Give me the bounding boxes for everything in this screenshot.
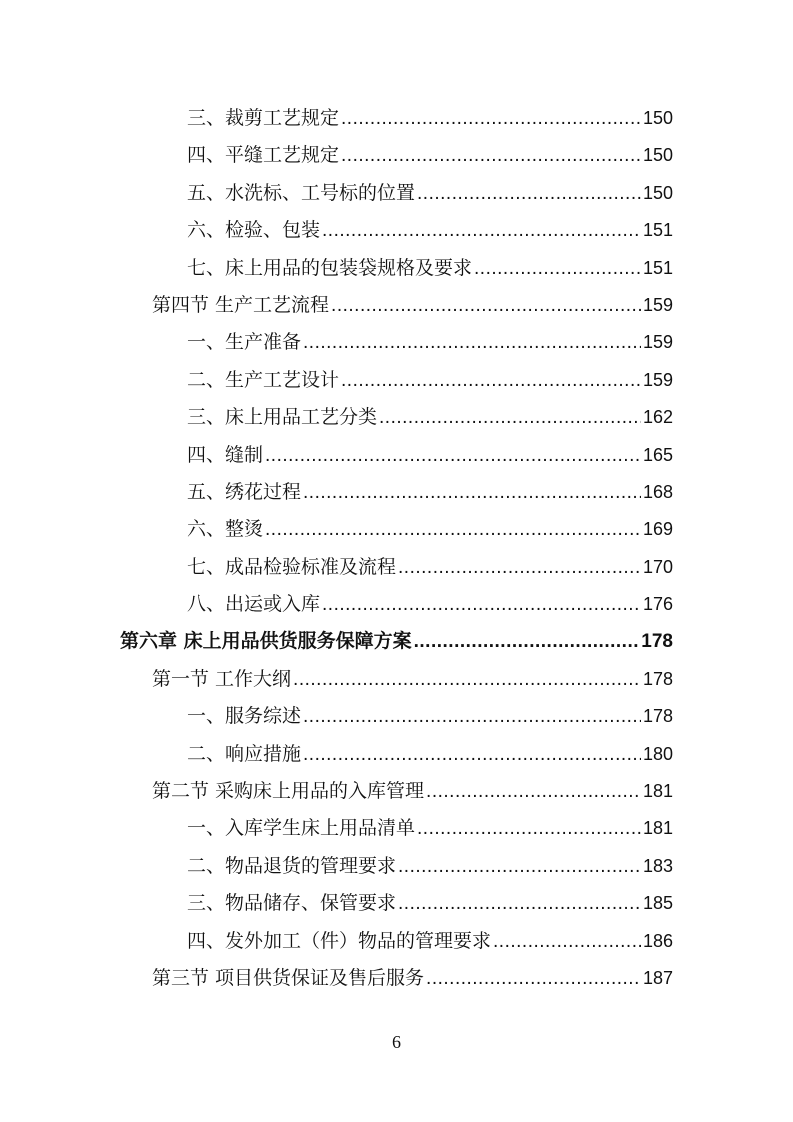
toc-entry-page: 151 [642, 220, 673, 241]
toc-leader-dots [379, 399, 641, 436]
toc-entry[interactable] [120, 511, 673, 548]
toc-entry-title: 第二节 采购床上用品的入库管理 [152, 780, 425, 803]
toc-entry[interactable] [120, 324, 673, 361]
toc-entry[interactable] [120, 885, 673, 922]
toc-entry[interactable] [120, 549, 673, 586]
toc-leader-dots [265, 437, 641, 474]
toc-entry-page: 186 [642, 930, 673, 951]
toc-entry-page: 183 [642, 855, 673, 876]
toc-leader-dots [322, 212, 641, 249]
toc-leader-dots [417, 810, 641, 847]
toc-leader-dots [322, 586, 641, 623]
toc-leader-dots [398, 848, 641, 885]
toc-section-entry[interactable] [120, 661, 673, 698]
toc-chapter-entry[interactable] [120, 623, 673, 660]
toc-entry-title: 五、水洗标、工号标的位置 [187, 181, 416, 204]
toc-leader-dots [303, 736, 641, 773]
toc-entry-title: 第六章 床上用品供货服务保障方案 [120, 630, 412, 653]
toc-entry-title: 六、检验、包装 [187, 219, 321, 242]
toc-entry-title: 六、整烫 [187, 518, 264, 541]
toc-entry-title: 七、成品检验标准及流程 [187, 555, 397, 578]
toc-leader-dots [341, 137, 641, 174]
toc-entry-page: 178 [641, 631, 673, 653]
toc-entry-page: 150 [642, 145, 673, 166]
toc-leader-dots [341, 100, 641, 137]
toc-entry[interactable] [120, 437, 673, 474]
toc-entry-title: 第三节 项目供货保证及售后服务 [152, 966, 425, 989]
toc-entry-title: 二、物品退货的管理要求 [187, 854, 397, 877]
toc-entry-page: 178 [642, 706, 673, 727]
toc-leader-dots [426, 960, 641, 997]
toc-entry-title: 四、发外加工（件）物品的管理要求 [187, 929, 492, 952]
toc-entry-title: 二、生产工艺设计 [187, 368, 340, 391]
toc-entry-page: 187 [642, 967, 673, 988]
toc-leader-dots [414, 623, 640, 660]
toc-section-entry[interactable] [120, 773, 673, 810]
toc-entry-page: 159 [642, 294, 673, 315]
toc-entry[interactable] [120, 362, 673, 399]
toc-leader-dots [293, 661, 641, 698]
toc-entry-page: 150 [642, 108, 673, 128]
toc-entry-title: 一、服务综述 [187, 705, 302, 728]
toc-entry-title: 第四节 生产工艺流程 [152, 293, 330, 316]
toc-entry-page: 162 [642, 407, 673, 428]
toc-entry[interactable] [120, 100, 673, 137]
toc-entry[interactable] [120, 399, 673, 436]
toc-entry[interactable] [120, 250, 673, 287]
toc-entry[interactable] [120, 848, 673, 885]
toc-entry[interactable] [120, 474, 673, 511]
toc-leader-dots [303, 474, 641, 511]
toc-entry-title: 七、床上用品的包装袋规格及要求 [187, 256, 473, 279]
toc-leader-dots [331, 287, 641, 324]
toc-entry-title: 一、生产准备 [187, 331, 302, 354]
toc-entry-page: 169 [642, 519, 673, 540]
toc-leader-dots [398, 885, 641, 922]
toc-entry-title: 三、裁剪工艺规定 [187, 107, 340, 129]
toc-entry-page: 151 [642, 257, 673, 278]
toc-entry-title: 二、响应措施 [187, 742, 302, 765]
toc-entry[interactable] [120, 175, 673, 212]
toc-entry-title: 三、床上用品工艺分类 [187, 406, 378, 429]
toc-entry[interactable] [120, 698, 673, 735]
toc-entry-title: 五、绣花过程 [187, 480, 302, 503]
toc-entry-page: 165 [642, 444, 673, 465]
toc-entry-page: 168 [642, 481, 673, 502]
toc-leader-dots [265, 511, 641, 548]
toc-entry-title: 三、物品储存、保管要求 [187, 892, 397, 915]
toc-entry-page: 178 [642, 668, 673, 689]
toc-leader-dots [303, 324, 641, 361]
toc-entry-title: 八、出运或入库 [187, 593, 321, 616]
toc-entry[interactable] [120, 736, 673, 773]
toc-entry[interactable] [120, 137, 673, 174]
toc-entry[interactable] [120, 810, 673, 847]
toc-leader-dots [493, 923, 641, 960]
toc-entry-page: 159 [642, 332, 673, 353]
toc-entry-page: 159 [642, 369, 673, 390]
toc-entry-title: 第一节 工作大纲 [152, 667, 292, 690]
toc-entry-page: 150 [642, 182, 673, 203]
toc-entry-title: 四、缝制 [187, 443, 264, 466]
toc-leader-dots [474, 250, 641, 287]
toc-entry[interactable] [120, 212, 673, 249]
toc-entry-title: 四、平缝工艺规定 [187, 144, 340, 167]
toc-entry-page: 181 [642, 781, 673, 802]
toc-entry-page: 176 [642, 594, 673, 615]
toc-leader-dots [398, 549, 641, 586]
toc-entry-page: 181 [642, 818, 673, 839]
toc-section-entry[interactable] [120, 960, 673, 997]
toc-leader-dots [417, 175, 641, 212]
toc-entry[interactable] [120, 586, 673, 623]
toc-leader-dots [341, 362, 641, 399]
toc-leader-dots [303, 698, 641, 735]
toc-entry-title: 一、入库学生床上用品清单 [187, 817, 416, 840]
toc-entry-page: 170 [642, 556, 673, 577]
table-of-contents [120, 100, 673, 997]
page-number: 6 [392, 1032, 401, 1052]
toc-entry-page: 185 [642, 893, 673, 914]
toc-section-entry[interactable] [120, 287, 673, 324]
toc-entry[interactable] [120, 923, 673, 960]
toc-leader-dots [426, 773, 641, 810]
toc-entry-page: 180 [642, 743, 673, 764]
